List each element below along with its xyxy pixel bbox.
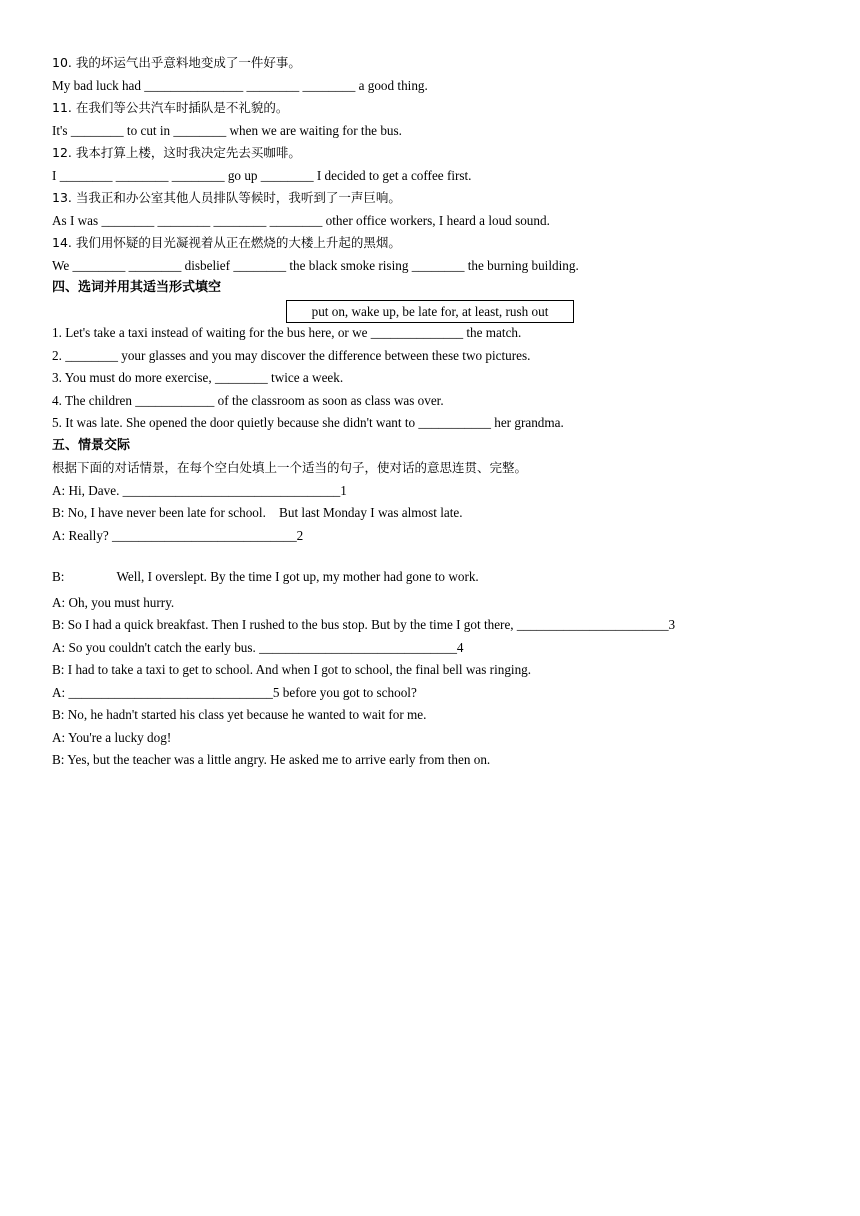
speaker-label: A: (52, 729, 66, 745)
item-12-english: I ________ ________ ________ go up ________ I decided to get a coffee first. (52, 167, 472, 183)
dialogue-text: Hi, Dave. _________________________________1 (65, 482, 347, 498)
dialogue-text: Really? ____________________________2 (65, 527, 304, 543)
speaker-label: B: (52, 617, 65, 632)
item-14-chinese: 14. 我们用怀疑的目光凝视着从正在燃烧的大楼上升起的黑烟。 (52, 235, 401, 250)
speaker-label: B: (52, 569, 65, 584)
dialogue-line (52, 502, 842, 525)
item-11-chinese: 11. 在我们等公共汽车时插队是不礼貌的。 (52, 100, 289, 115)
item-10-english: My bad luck had _______________ ________ ________ a good thing. (52, 77, 428, 93)
word-bank-box: put on, wake up, be late for, at least, rush out (286, 300, 574, 323)
speaker-label: A: (52, 594, 66, 610)
dialogue-line (52, 727, 842, 750)
fill-item-5: 5. It was late. She opened the door quietly because she didn't want to ___________ her grandma. (52, 415, 564, 430)
item-12-chinese: 12. 我本打算上楼，这时我决定先去买咖啡。 (52, 145, 301, 160)
speaker-label: A: (52, 527, 66, 543)
dialogue-line (52, 637, 842, 660)
dialogue-text: So I had a quick breakfast. Then I rushed to the bus stop. But by the time I got there, _______________________3 (64, 617, 676, 632)
fill-item-1: 1. Let's take a taxi instead of waiting for the bus here, or we ______________ the match. (52, 325, 522, 340)
speaker-label: B: (52, 707, 65, 722)
dialogue-text: You're a lucky dog! (65, 729, 172, 745)
section-4-heading: 四、选词并用其适当形式填空 (52, 280, 222, 295)
item-14-english: We ________ ________ disbelief ________ the black smoke rising ________ the burning building. (52, 257, 579, 273)
dialogue-line (52, 659, 842, 682)
speaker-label: A: (52, 684, 66, 700)
dialogue-text: Oh, you must hurry. (65, 594, 175, 610)
dialogue-line (52, 566, 842, 589)
worksheet-page (52, 52, 842, 772)
dialogue-text: So you couldn't catch the early bus. ______________________________4 (65, 639, 464, 655)
dialogue-line (52, 614, 842, 637)
dialogue-text: Yes, but the teacher was a little angry. He asked me to arrive early from then on. (64, 752, 491, 767)
dialogue-line (52, 749, 842, 772)
dialogue-line (52, 525, 842, 548)
item-13-chinese: 13. 当我正和办公室其他人员排队等候时，我听到了一声巨响。 (52, 190, 401, 205)
dialogue-text: I had to take a taxi to get to school. And when I got to school, the final bell was ringing. (64, 662, 532, 677)
dialogue-line (52, 682, 842, 705)
dialogue-text: Well, I overslept. By the time I got up, my mother had gone to work. (116, 569, 479, 584)
speaker-label: A: (52, 482, 66, 498)
speaker-label: B: (52, 662, 65, 677)
dialogue-line (52, 592, 842, 615)
dialogue-line (52, 480, 842, 503)
blank-gap (52, 547, 842, 566)
speaker-label: B: (52, 752, 65, 767)
fill-item-2: 2. ________ your glasses and you may discover the difference between these two pictures. (52, 347, 531, 363)
dialogue-line (52, 704, 842, 727)
dialogue-text: _______________________________5 before you got to school? (65, 684, 417, 700)
dialogue-text: No, I have never been late for school. But last Monday I was almost late. (64, 505, 463, 520)
speaker-label: B: (52, 505, 65, 520)
item-10-chinese: 10. 我的坏运气出乎意料地变成了一件好事。 (52, 55, 301, 70)
item-13-english: As I was ________ ________ ________ ________ other office workers, I heard a loud sound. (52, 212, 550, 228)
speaker-label: A: (52, 639, 66, 655)
fill-item-3: 3. You must do more exercise, ________ twice a week. (52, 370, 344, 385)
dialogue-text: No, he hadn't started his class yet because he wanted to wait for me. (64, 707, 427, 722)
fill-item-4: 4. The children ____________ of the classroom as soon as class was over. (52, 392, 444, 408)
item-11-english: It's ________ to cut in ________ when we are waiting for the bus. (52, 122, 402, 138)
section-5-heading: 五、情景交际 (52, 437, 131, 453)
section-5-instruction: 根据下面的对话情景，在每个空白处填上一个适当的句子，使对话的意思连贯、完整。 (52, 460, 528, 475)
